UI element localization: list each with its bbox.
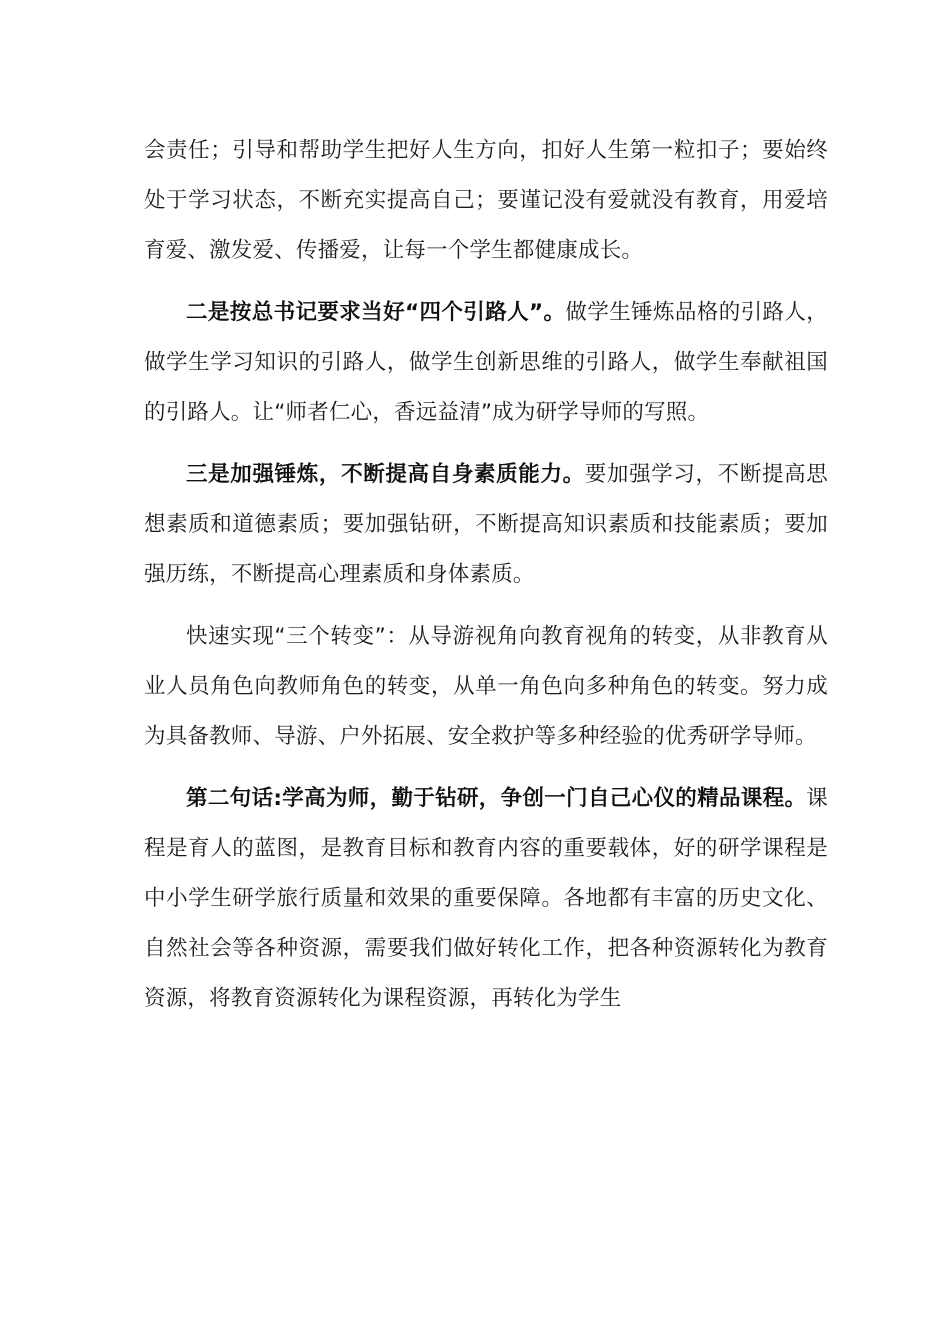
paragraph-heading: 第二句话:学高为师，勤于钻研，争创一门自己心仪的精品课程。 (186, 786, 807, 811)
paragraph-four-guides (144, 288, 828, 438)
document-body (144, 126, 828, 1036)
paragraph-text: 要加强学习，不断提高思想素质和道德素质；要加强钻研，不断提高知识素质和技能素质；要加强历练，不断提高心理素质和身体素质。 (144, 462, 828, 587)
paragraph-text: 做学生锤炼品格的引路人，做学生学习知识的引路人，做学生创新思维的引路人，做学生奉献祖国的引路人。让“师者仁心，香远益清”成为研学导师的写照。 (144, 300, 828, 425)
paragraph-text: 会责任；引导和帮助学生把好人生方向，扣好人生第一粒扣子；要始终处于学习状态，不断充实提高自己；要谨记没有爱就没有教育，用爱培育爱、激发爱、传播爱，让每一个学生都健康成长。 (144, 138, 828, 263)
paragraph-heading: 二是按总书记要求当好“四个引路人”。 (186, 300, 566, 325)
paragraph-three-transitions (144, 612, 828, 762)
paragraph-continuation (144, 126, 828, 276)
paragraph-text: 课程是育人的蓝图，是教育目标和教育内容的重要载体，好的研学课程是中小学生研学旅行质量和效果的重要保障。各地都有丰富的历史文化、自然社会等各种资源，需要我们做好转化工作，把各种资源转化为教育资源，将教育资源转化为课程资源，再转化为学生 (144, 786, 828, 1011)
paragraph-heading: 三是加强锤炼，不断提高自身素质能力。 (186, 462, 585, 487)
paragraph-self-improvement (144, 450, 828, 600)
paragraph-second-sentence (144, 774, 828, 1024)
paragraph-text: 快速实现“三个转变”：从导游视角向教育视角的转变，从非教育从业人员角色向教师角色的转变，从单一角色向多种角色的转变。努力成为具备教师、导游、户外拓展、安全救护等多种经验的优秀研学导师。 (144, 624, 828, 749)
